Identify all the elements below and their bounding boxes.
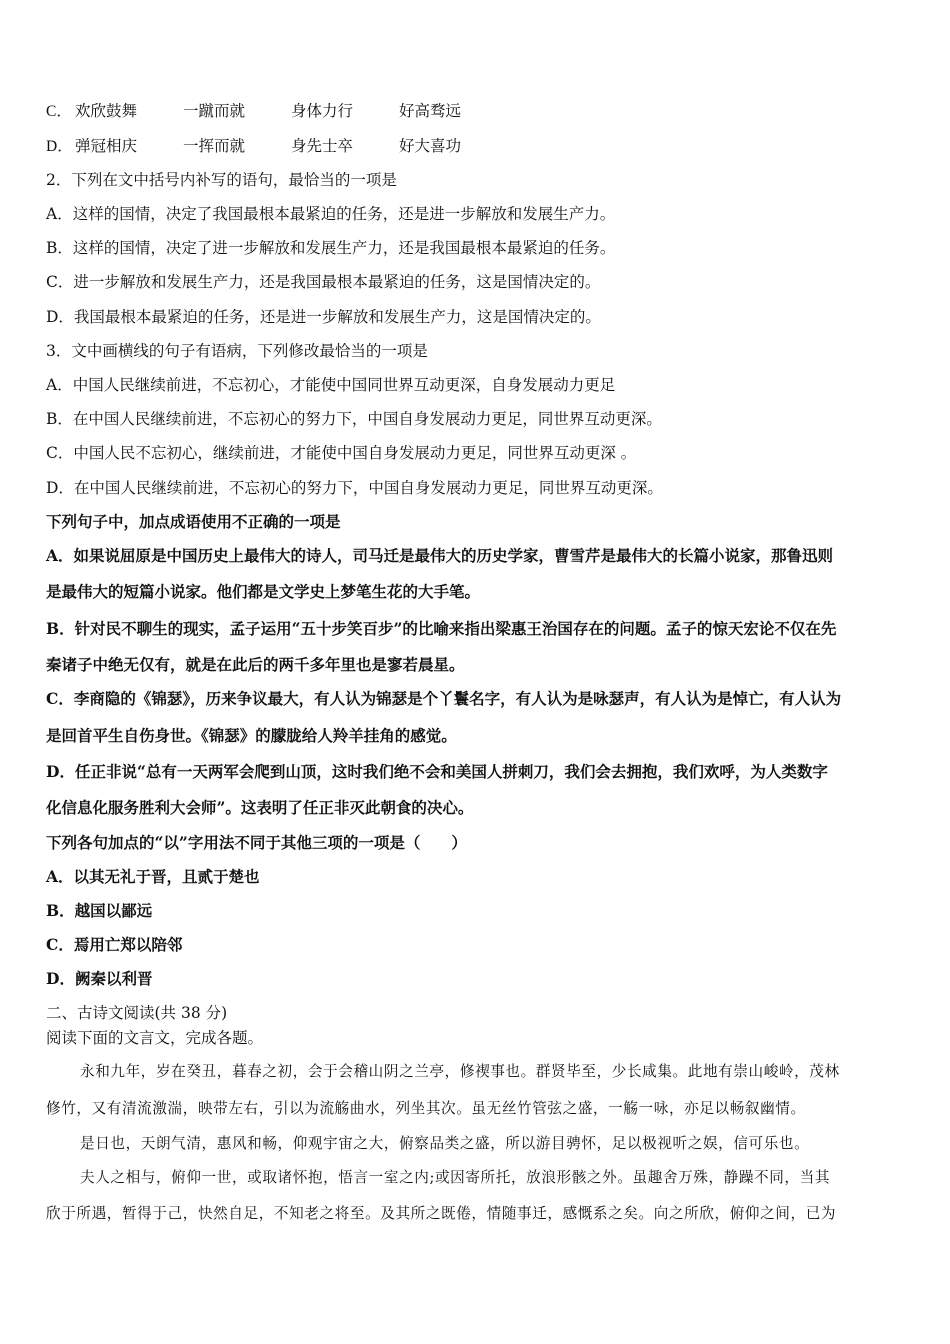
option-word: 一挥而就	[183, 137, 246, 155]
q2-option-b: B．这样的国情，决定了进一步解放和发展生产力，还是我国最根本最紧迫的任务。	[46, 239, 616, 257]
passage-paragraph-1: 永和九年，岁在癸丑，暮春之初，会于会稽山阴之兰亭，修禊事也。群贤毕至，少长咸集。此地有崇山峻岭，茂林	[80, 1063, 840, 1080]
q4-option-a: A．如果说屈原是中国历史上最伟大的诗人，司马迁是最伟大的历史学家，曹雪芹是最伟大的长篇小说家，那鲁迅则	[46, 546, 834, 565]
q2-option-a: A．这样的国情，决定了我国最根本最紧迫的任务，还是进一步解放和发展生产力。	[46, 205, 616, 223]
section-instruction: 阅读下面的文言文，完成各题。	[46, 1029, 264, 1047]
q1-option-d	[46, 136, 906, 157]
passage-paragraph-3: 夫人之相与，俯仰一世，或取诸怀抱，悟言一室之内;或因寄所托，放浪形骸之外。虽趣舍万殊，静躁不同，当其	[80, 1169, 831, 1186]
passage-paragraph-1-cont: 修竹，又有清流激湍，映带左右，引以为流觞曲水，列坐其次。虽无丝竹管弦之盛，一觞一咏，亦足以畅叙幽情。	[46, 1100, 806, 1117]
q1-option-c	[46, 101, 906, 122]
q3-option-d: D．在中国人民继续前进，不忘初心的努力下，中国自身发展动力更足，同世界互动更深。	[46, 479, 663, 497]
passage-paragraph-3-cont: 欣于所遇，暂得于己，快然自足，不知老之将至。及其所之既倦，情随事迁，感慨系之矣。向之所欣，俯仰之间，已为	[46, 1205, 837, 1222]
option-word: 身先士卒	[291, 137, 354, 155]
q4-option-a-cont: 是最伟大的短篇小说家。他们都是文学史上梦笔生花的大手笔。	[46, 582, 481, 601]
q3-stem: 3．文中画横线的句子有语病，下列修改最恰当的一项是	[46, 342, 428, 360]
q4-option-c: C．李商隐的《锦瑟》，历来争议最大，有人认为锦瑟是个丫鬟名字，有人认为是咏瑟声，有人认为是悼亡，有人认为	[46, 689, 842, 708]
q4-option-b: B．针对民不聊生的现实，孟子运用“五十步笑百步”的比喻来指出梁惠王治国存在的问题。孟子的惊天宏论不仅在先	[46, 619, 837, 638]
option-word: 好高骛远	[399, 102, 462, 120]
q4-option-b-cont: 秦诸子中绝无仅有，就是在此后的两千多年里也是寥若晨星。	[46, 655, 465, 674]
section-title: 二、古诗文阅读(共 38 分)	[46, 1004, 228, 1022]
q5-option-a: A．以其无礼于晋，且贰于楚也	[46, 867, 260, 886]
q3-option-a: A．中国人民继续前进，不忘初心，才能使中国同世界互动更深，自身发展动力更足	[46, 376, 616, 394]
q4-stem: 下列句子中，加点成语使用不正确的一项是	[46, 512, 341, 531]
q3-option-b: B．在中国人民继续前进，不忘初心的努力下，中国自身发展动力更足，同世界互动更深。	[46, 410, 662, 428]
q2-option-c: C．进一步解放和发展生产力，还是我国最根本最紧迫的任务，这是国情决定的。	[46, 273, 601, 291]
option-label: D．	[46, 138, 73, 155]
q2-option-d: D．我国最根本最紧迫的任务，还是进一步解放和发展生产力，这是国情决定的。	[46, 308, 601, 326]
q5-option-d: D．阙秦以利晋	[46, 969, 153, 988]
option-word: 欢欣鼓舞	[75, 102, 138, 120]
passage-paragraph-2: 是日也，天朗气清，惠风和畅，仰观宇宙之大，俯察品类之盛，所以游目骋怀，足以极视听之娱，信可乐也。	[80, 1135, 810, 1152]
q5-option-b: B．越国以鄙远	[46, 901, 153, 920]
option-label: C．	[46, 103, 72, 120]
q2-stem: 2．下列在文中括号内补写的语句，最恰当的一项是	[46, 171, 397, 189]
q3-option-c: C．中国人民不忘初心，继续前进，才能使中国自身发展动力更足，同世界互动更深 。	[46, 444, 637, 462]
q5-stem: 下列各句加点的“以”字用法不同于其他三项的一项是（ ）	[46, 833, 467, 852]
option-word: 弹冠相庆	[75, 137, 138, 155]
option-word: 好大喜功	[399, 137, 462, 155]
q4-option-d: D．任正非说“总有一天两军会爬到山顶，这时我们绝不会和美国人拼刺刀，我们会去拥抱，我们欢呼，为人类数字	[46, 762, 828, 781]
option-word: 一蹴而就	[183, 102, 246, 120]
q5-option-c: C．焉用亡郑以陪邻	[46, 935, 183, 954]
option-word: 身体力行	[291, 102, 354, 120]
q4-option-c-cont: 是回首平生自伤身世。《锦瑟》的朦胧给人羚羊挂角的感觉。	[46, 726, 457, 745]
q4-option-d-cont: 化信息化服务胜利大会师”。这表明了任正非灭此朝食的决心。	[46, 798, 474, 817]
